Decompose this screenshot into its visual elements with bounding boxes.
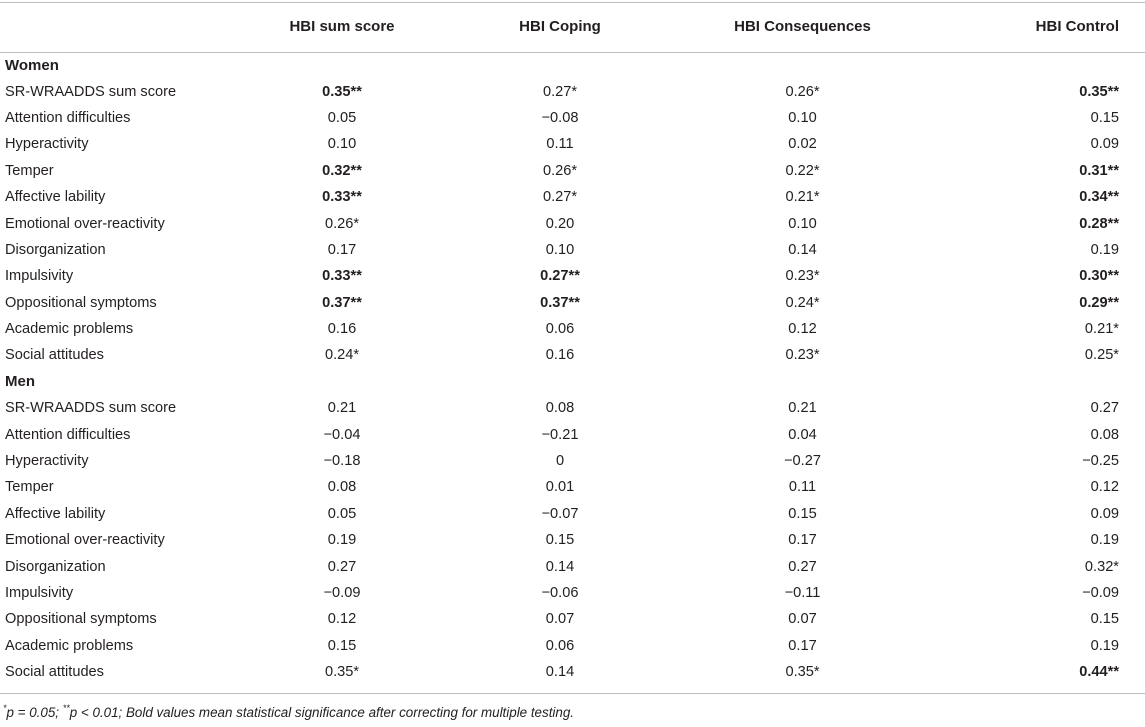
table-cell: 0.12 bbox=[788, 321, 817, 338]
row-label: SR-WRAADDS sum score bbox=[5, 83, 177, 100]
table-cell: 0.07 bbox=[545, 611, 575, 628]
table-cell: −0.09 bbox=[323, 585, 361, 601]
row-label: Affective lability bbox=[5, 189, 106, 206]
section-title: Women bbox=[5, 56, 59, 74]
row-label: Impulsivity bbox=[5, 268, 74, 285]
table-cell: 0.28** bbox=[1079, 215, 1119, 232]
table-cell: 0.15 bbox=[788, 505, 817, 522]
table-cell: −0.07 bbox=[541, 505, 579, 522]
row-label: Affective lability bbox=[5, 505, 106, 522]
footnote-mark-single: * bbox=[3, 703, 7, 713]
table-cell: 0.05 bbox=[327, 109, 357, 126]
table-cell: 0.31** bbox=[1079, 162, 1119, 179]
section-empty-cell bbox=[230, 369, 454, 395]
table-body bbox=[0, 52, 1145, 685]
table-cell: 0.19 bbox=[1090, 532, 1119, 549]
table-row bbox=[0, 501, 1145, 527]
table-header-row bbox=[0, 0, 1145, 52]
table-row bbox=[0, 448, 1145, 474]
table-cell: 0.10 bbox=[788, 215, 817, 232]
table-row bbox=[0, 580, 1145, 606]
table-cell: 0.44** bbox=[1079, 664, 1119, 681]
header-empty bbox=[0, 0, 230, 52]
table-cell: 0.07 bbox=[788, 611, 817, 628]
table-cell: 0.24* bbox=[324, 347, 360, 364]
table-row bbox=[0, 237, 1145, 263]
table-cell: 0.27* bbox=[542, 83, 578, 100]
table-cell: 0.12 bbox=[327, 611, 357, 628]
table-cell: 0.19 bbox=[327, 532, 357, 549]
table-cell: 0.20 bbox=[545, 215, 575, 232]
table-cell: 0.19 bbox=[1090, 241, 1119, 258]
table-cell: 0.08 bbox=[327, 479, 357, 496]
table-cell: 0.16 bbox=[327, 321, 357, 338]
table-cell: 0.27 bbox=[327, 558, 357, 575]
row-label: Attention difficulties bbox=[5, 426, 131, 443]
section-empty-cell bbox=[939, 52, 1145, 78]
row-label: Oppositional symptoms bbox=[5, 611, 157, 628]
section-empty-cell bbox=[666, 52, 939, 78]
table-cell: 0.14 bbox=[545, 664, 575, 681]
table-cell: 0.08 bbox=[545, 400, 575, 417]
table-cell: 0.10 bbox=[788, 109, 817, 126]
table-cell: 0.23* bbox=[785, 268, 820, 285]
table-cell: 0.15 bbox=[327, 637, 357, 654]
table-cell: 0.26* bbox=[785, 83, 820, 100]
table-cell: 0.27 bbox=[1090, 400, 1119, 417]
table-cell: 0.35* bbox=[785, 664, 820, 681]
table-cell: 0.35** bbox=[1079, 83, 1119, 100]
table-cell: 0.09 bbox=[1090, 136, 1119, 153]
table-cell: 0.35** bbox=[322, 83, 362, 100]
table-cell: 0.26* bbox=[324, 215, 360, 232]
table-row bbox=[0, 395, 1145, 421]
table-cell: −0.25 bbox=[1082, 453, 1119, 470]
row-label: Attention difficulties bbox=[5, 109, 131, 126]
table-cell: −0.04 bbox=[323, 426, 361, 443]
table-row bbox=[0, 553, 1145, 579]
table-cell: 0.29** bbox=[1079, 294, 1119, 311]
section-header-men bbox=[0, 369, 1145, 395]
table-cell: 0.04 bbox=[788, 426, 817, 443]
table-row bbox=[0, 131, 1145, 157]
table-cell: 0.27 bbox=[788, 558, 817, 575]
footnote-mark-double: ** bbox=[62, 703, 70, 713]
table-cell: 0.19 bbox=[1090, 637, 1119, 654]
section-empty-cell bbox=[230, 52, 454, 78]
table-cell: 0 bbox=[555, 453, 565, 470]
table-cell: 0.14 bbox=[545, 558, 575, 575]
table-cell: 0.11 bbox=[546, 136, 574, 153]
row-label: Impulsivity bbox=[5, 585, 74, 601]
table-cell: 0.21* bbox=[785, 189, 820, 206]
row-label: Disorganization bbox=[5, 558, 106, 575]
table-cell: 0.17 bbox=[788, 637, 817, 654]
table-cell: 0.24* bbox=[785, 294, 820, 311]
table-cell: 0.11 bbox=[788, 479, 817, 496]
table-row bbox=[0, 527, 1145, 553]
table-cell: 0.21* bbox=[1084, 321, 1119, 338]
table-cell: 0.15 bbox=[545, 532, 575, 549]
table-cell: −0.06 bbox=[541, 585, 579, 601]
footnote-text-2: p < 0.01; Bold values mean statistical significance after correcting for multiple testing. bbox=[69, 705, 575, 720]
table-cell: 0.37** bbox=[540, 294, 580, 311]
table-cell: 0.32* bbox=[1084, 558, 1119, 575]
table-cell: 0.06 bbox=[545, 637, 575, 654]
row-label: SR-WRAADDS sum score bbox=[5, 400, 177, 417]
table-cell: 0.21 bbox=[327, 400, 357, 417]
table-cell: 0.02 bbox=[788, 136, 817, 153]
table-cell: 0.15 bbox=[1090, 611, 1119, 628]
table-cell: 0.08 bbox=[1090, 426, 1119, 443]
table-cell: 0.23* bbox=[785, 347, 820, 364]
table-cell: 0.16 bbox=[545, 347, 575, 364]
table-row bbox=[0, 290, 1145, 316]
table-cell: 0.17 bbox=[788, 532, 817, 549]
table-cell: 0.17 bbox=[327, 241, 357, 258]
table-cell: 0.37** bbox=[322, 294, 362, 311]
table-cell: 0.30** bbox=[1079, 268, 1119, 285]
table-cell: −0.18 bbox=[323, 453, 361, 470]
table-row bbox=[0, 78, 1145, 104]
table-cell: 0.14 bbox=[788, 241, 817, 258]
row-label: Academic problems bbox=[5, 637, 134, 654]
row-label: Social attitudes bbox=[5, 664, 104, 681]
table-row bbox=[0, 105, 1145, 131]
row-label: Academic problems bbox=[5, 321, 134, 338]
table-cell: 0.15 bbox=[1090, 109, 1119, 126]
table-cell: 0.01 bbox=[545, 479, 575, 496]
section-title: Men bbox=[5, 373, 35, 391]
bottom-rule bbox=[0, 693, 1145, 694]
table-cell: 0.34** bbox=[1079, 189, 1119, 206]
section-empty-cell bbox=[454, 52, 666, 78]
row-label: Social attitudes bbox=[5, 347, 104, 364]
table-row bbox=[0, 421, 1145, 447]
row-label: Oppositional symptoms bbox=[5, 294, 157, 311]
table-row bbox=[0, 606, 1145, 632]
table-cell: 0.21 bbox=[788, 400, 817, 417]
footnote-text-1: p = 0.05; bbox=[6, 705, 63, 720]
row-label: Hyperactivity bbox=[5, 453, 89, 470]
table-cell: 0.25* bbox=[1084, 347, 1119, 364]
table-row bbox=[0, 263, 1145, 289]
table-cell: 0.12 bbox=[1090, 479, 1119, 496]
table-cell: 0.10 bbox=[545, 241, 575, 258]
section-empty-cell bbox=[454, 369, 666, 395]
table-row bbox=[0, 342, 1145, 368]
table-cell: 0.06 bbox=[545, 321, 575, 338]
table-row bbox=[0, 474, 1145, 500]
section-header-women bbox=[0, 52, 1145, 78]
table-cell: −0.09 bbox=[1082, 585, 1119, 601]
row-label: Hyperactivity bbox=[5, 136, 89, 153]
table-cell: 0.35* bbox=[324, 664, 360, 681]
table-cell: 0.05 bbox=[327, 505, 357, 522]
table-row bbox=[0, 316, 1145, 342]
table-cell: 0.10 bbox=[327, 136, 357, 153]
table-cell: 0.09 bbox=[1090, 505, 1119, 522]
row-label: Emotional over-reactivity bbox=[5, 532, 165, 549]
table-cell: −0.21 bbox=[541, 426, 579, 443]
row-label: Temper bbox=[5, 162, 54, 179]
table-cell: 0.27* bbox=[542, 189, 578, 206]
table-row bbox=[0, 659, 1145, 685]
table-cell: 0.32** bbox=[322, 162, 362, 179]
table-footnote bbox=[3, 705, 574, 720]
table-cell: −0.27 bbox=[784, 453, 821, 470]
table-row bbox=[0, 158, 1145, 184]
section-empty-cell bbox=[939, 369, 1145, 395]
header-hbi-consequences: HBI Consequences bbox=[734, 17, 871, 35]
table-row bbox=[0, 184, 1145, 210]
table-cell: 0.33** bbox=[322, 189, 362, 206]
row-label: Temper bbox=[5, 479, 54, 496]
row-label: Emotional over-reactivity bbox=[5, 215, 165, 232]
table-cell: 0.22* bbox=[785, 162, 820, 179]
table-cell: −0.08 bbox=[541, 109, 579, 126]
table-cell: −0.11 bbox=[784, 585, 821, 601]
header-hbi-coping: HBI Coping bbox=[519, 17, 601, 35]
table-row bbox=[0, 210, 1145, 236]
table-row bbox=[0, 633, 1145, 659]
header-hbi-control: HBI Control bbox=[1035, 17, 1119, 35]
section-empty-cell bbox=[666, 369, 939, 395]
header-hbi-sum-score: HBI sum score bbox=[289, 17, 395, 35]
row-label: Disorganization bbox=[5, 241, 106, 258]
table-cell: 0.33** bbox=[322, 268, 362, 285]
table-cell: 0.27** bbox=[540, 268, 580, 285]
table-cell: 0.26* bbox=[542, 162, 578, 179]
